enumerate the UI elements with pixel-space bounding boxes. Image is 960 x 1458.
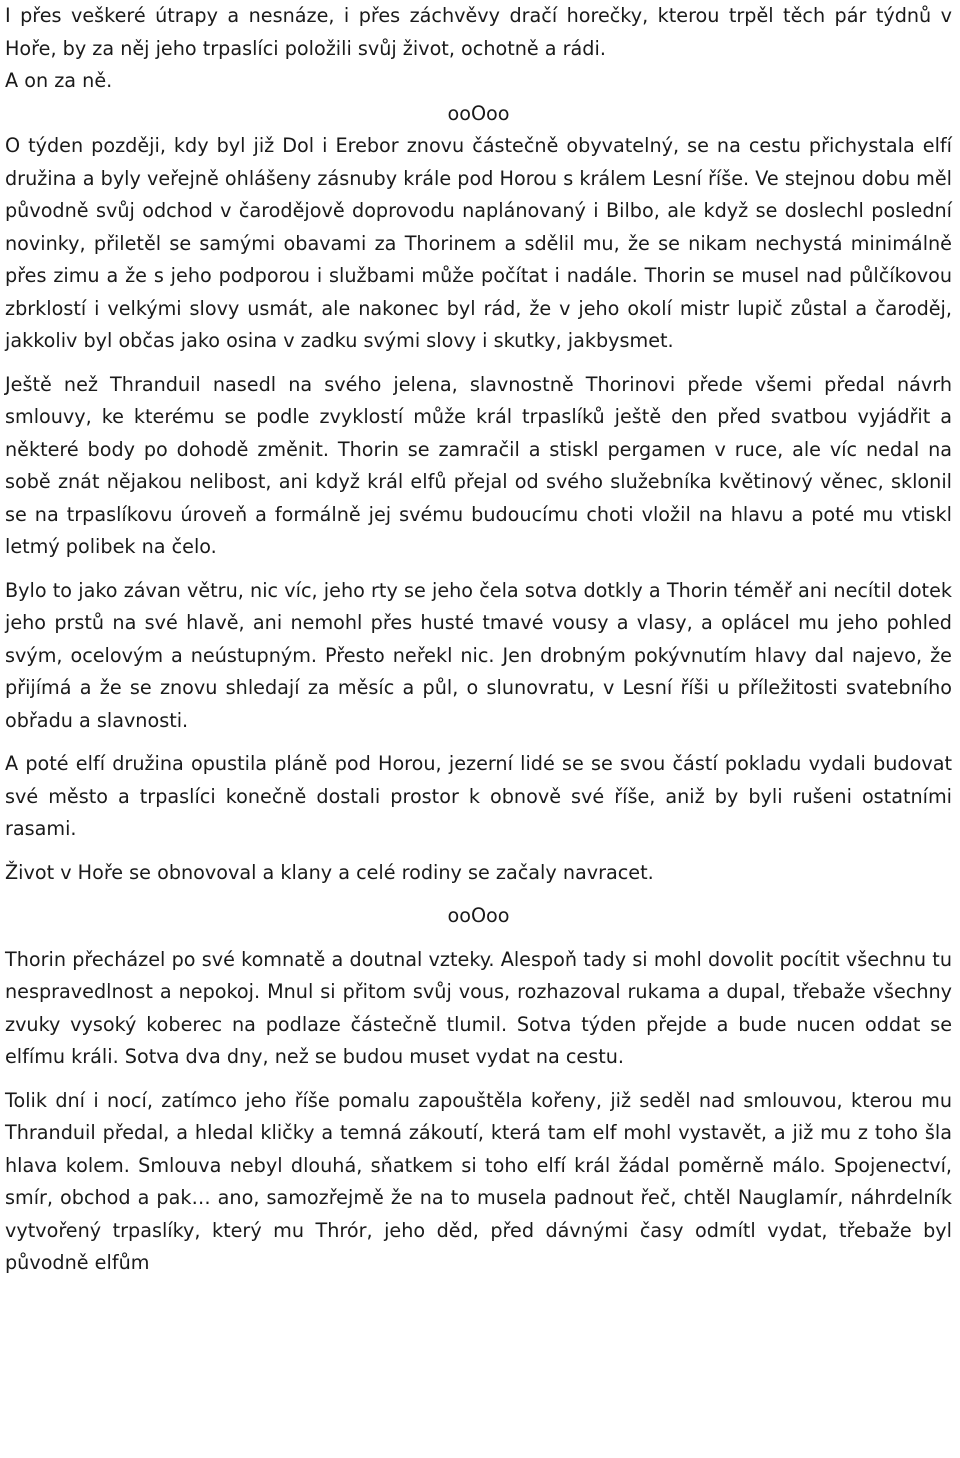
paragraph-5: Bylo to jako závan větru, nic víc, jeho rty se jeho čela sotva dotkly a Thorin téměř ani necítil dotek jeho prstů na své hlavě, ani nemohl přes husté tmavé vousy a vlasy, a oplácel mu jeho pohled svým, ocelovým a neústupným. Přesto neřekl nic. Jen drobným pokývnutím hlavy dal najevo, že přijímá a že se znovu shledají za měsíc a půl, o slunovratu, v Lesní říši u příležitosti svatebního obřadu a slavnosti. (5, 578, 952, 732)
paragraph-8: Thorin přecházel po své komnatě a doutnal vzteky. Alespoň tady si mohl dovolit pocítit všechnu tu nespravedlnost a nepokoj. Mnul si přitom svůj vous, rozhazoval rukama a dupal, třebaže všechny zvuky vysoký koberec na podlaze částečně tlumil. Sotva týden přejde a bude nucen oddat se elfímu králi. Sotva dva dny, než se budou muset vydat na cestu. (5, 947, 952, 1068)
paragraph-6: A poté elfí družina opustila pláně pod Horou, jezerní lidé se se svou částí pokladu vydali budovat své město a trpaslíci konečně dostali prostor k obnově své říše, aniž by byli rušeni ostatními rasami. (5, 752, 952, 840)
document-page (5, 0, 952, 1291)
paragraph-7: Život v Hoře se obnovoval a klany a celé rodiny se začaly navracet. (5, 860, 654, 884)
paragraph-9: Tolik dní i nocí, zatímco jeho říše pomalu zapouštěla kořeny, již seděl nad smlouvou, kterou mu Thranduil předal, a hledal kličky a temná zákoutí, která tam elf mohl vystavět, a již mu z toho šla hlava kolem. Smlouva nebyl dlouhá, sňatkem si toho elfí král žádal poměrně málo. Spojenectví, smír, obchod a pak… ano, samozřejmě že na to musela padnout řeč, chtěl Nauglamír, náhrdelník vytvořený trpaslíky, který mu Thrór, jeho děd, před dávnými časy odmítl vydat, třebaže byl původně elfům (5, 1088, 952, 1274)
section-separator-1: ooOoo (447, 101, 510, 125)
paragraph-2: A on za ně. (5, 69, 113, 92)
paragraph-3: O týden později, kdy byl již Dol i Erebor znovu částečně obyvatelný, se na cestu přichystala elfí družina a byly veřejně ohlášeny zásnuby krále pod Horou s králem Lesní říše. Ve stejnou dobu měl původně svůj odchod v čarodějově doprovodu naplánovaný i Bilbo, ale když se doslechl poslední novinky, přiletěl se samými obavami za Thorinem a sdělil mu, že se nikam nechystá minimálně přes zimu a že s jeho podporou i službami může počítat i nadále. Thorin se musel nad půlčíkovou zbrklostí i velkými slovy usmát, ale nakonec byl rád, že v jeho okolí mistr lupič zůstal a čaroděj, jakkoliv byl občas jako osina v zadku svými slovy i skutky, jakbysmet. (5, 134, 952, 352)
paragraph-4: Ještě než Thranduil nasedl na svého jelena, slavnostně Thorinovi přede všemi předal návrh smlouvy, ke kterému se podle zvyklostí může král trpaslíků ještě den před svatbou vyjádřit a některé body po dohodě změnit. Thorin se zamračil a stiskl pergamen v ruce, ale víc nedal na sobě znát nějakou nelibost, ani když král elfů přejal od svého služebníka květinový věnec, sklonil se na trpaslíkovu úroveň a formálně jej svému budoucímu choti vložil na hlavu a poté mu vtiskl letmý polibek na čelo. (5, 372, 952, 558)
paragraph-1: I přes veškeré útrapy a nesnáze, i přes záchvěvy dračí horečky, kterou trpěl těch pár týdnů v Hoře, by za něj jeho trpaslíci položili svůj život, ochotně a rádi. (5, 4, 952, 60)
section-separator-2: ooOoo (447, 904, 510, 927)
